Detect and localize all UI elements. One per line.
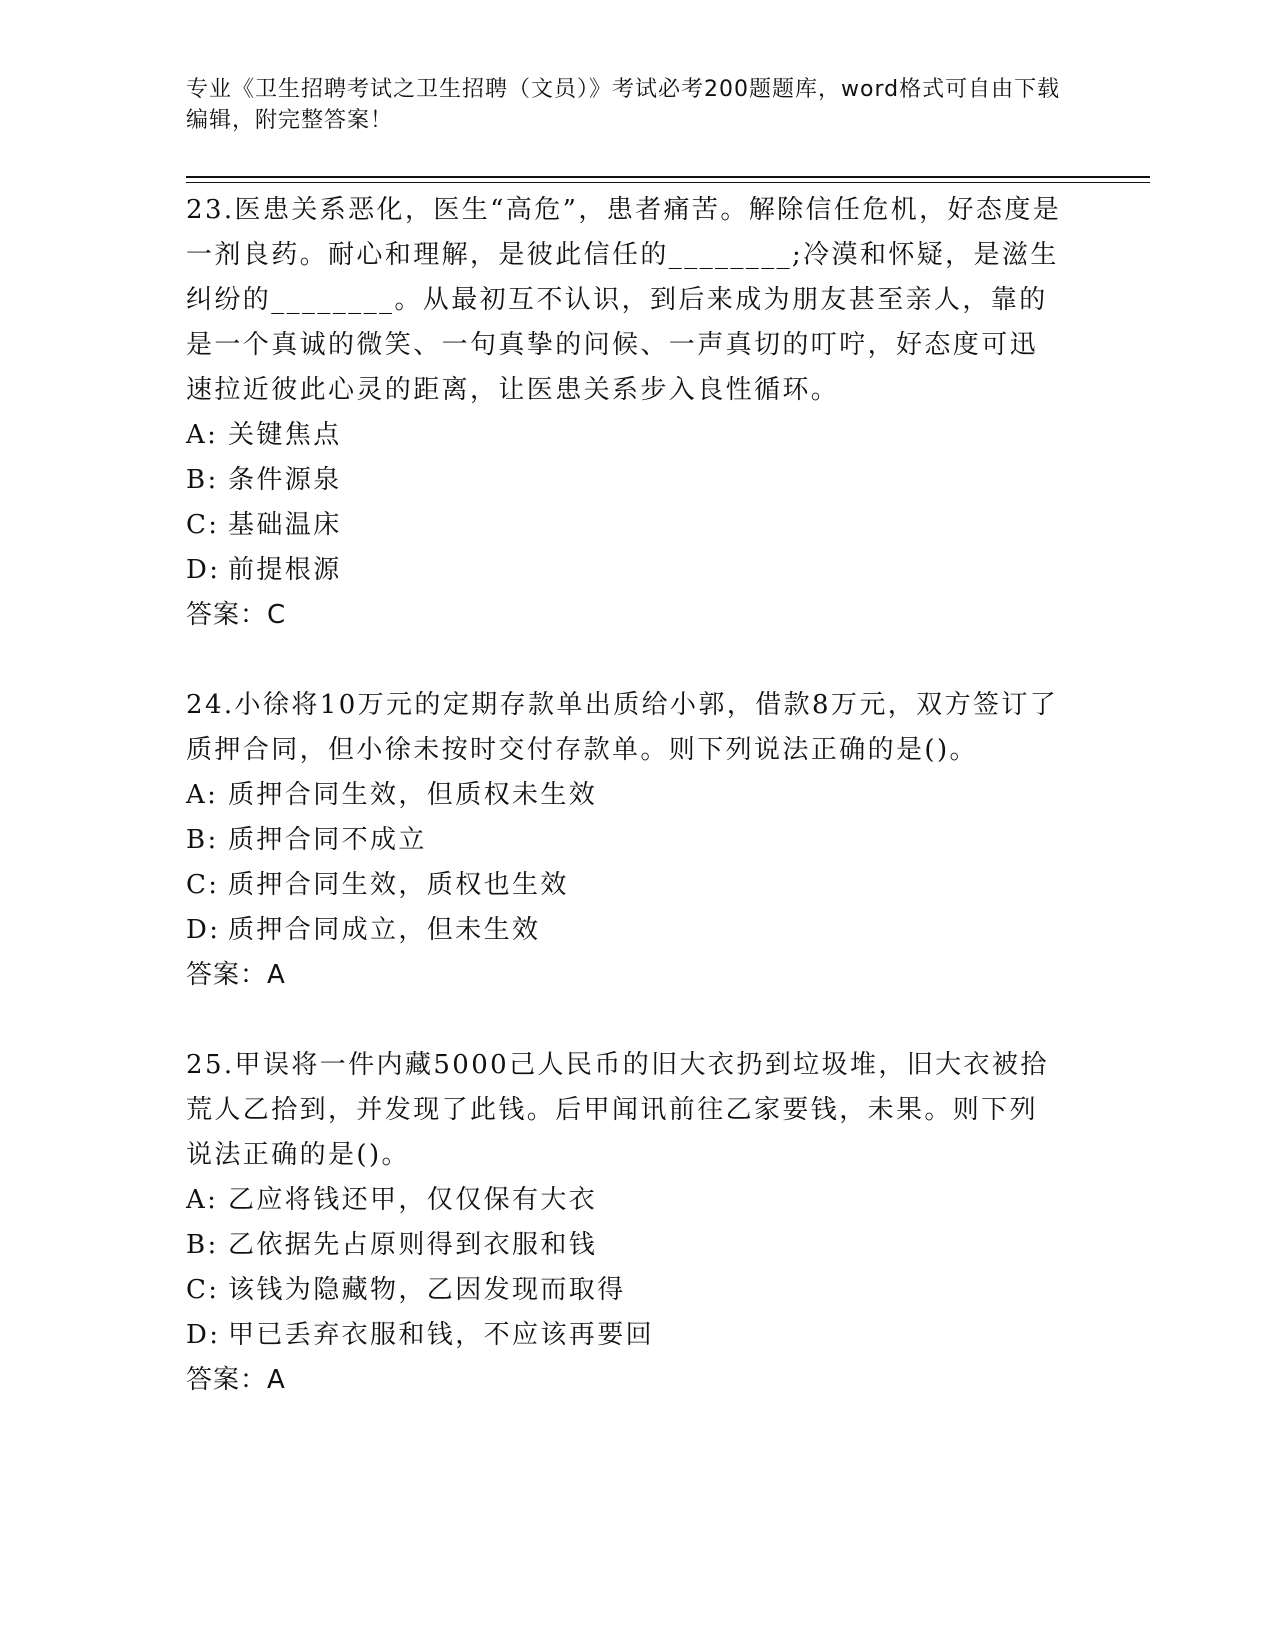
answer: 答案：C [186, 600, 287, 630]
option-text: 条件源泉 [228, 465, 342, 495]
question-24 [186, 683, 1086, 998]
option-key: B: [186, 1230, 219, 1260]
option-text: 乙依据先占原则得到衣服和钱 [228, 1230, 598, 1260]
option-a [186, 413, 1086, 458]
option-d [186, 548, 1086, 593]
question-stem: 23.医患关系恶化，医生“高危”，患者痛苦。解除信任危机，好态度是一剂良药。耐心和理解，是彼此信任的________;冷漠和怀疑，是滋生纠纷的________。从最初互不认识，到后来成为朋友甚至亲人，靠的是一个真诚的微笑、一句真挚的问候、一声真切的叮咛，好态度可迅速拉近彼此心灵的距离，让医患关系步入良性循环。 [186, 195, 1062, 405]
header-divider-thin [186, 182, 1150, 183]
option-c [186, 503, 1086, 548]
option-text: 质押合同生效，质权也生效 [228, 870, 569, 900]
answer: 答案：A [186, 960, 286, 990]
option-a [186, 1178, 1086, 1223]
option-key: D: [186, 915, 221, 945]
option-text: 甲已丢弃衣服和钱，不应该再要回 [228, 1320, 655, 1350]
answer: 答案：A [186, 1365, 286, 1395]
question-23 [186, 188, 1086, 638]
option-key: C: [186, 870, 220, 900]
question-25 [186, 1043, 1086, 1403]
option-d [186, 908, 1086, 953]
option-text: 该钱为隐藏物，乙因发现而取得 [228, 1275, 626, 1305]
option-d [186, 1313, 1086, 1358]
option-key: A: [186, 420, 219, 450]
option-text: 质押合同不成立 [228, 825, 427, 855]
option-key: C: [186, 510, 220, 540]
option-c [186, 863, 1086, 908]
option-text: 乙应将钱还甲，仅仅保有大衣 [228, 1185, 598, 1215]
header-divider-thick [186, 176, 1150, 178]
question-stem: 24.小徐将10万元的定期存款单出质给小郭，借款8万元，双方签订了质押合同，但小徐未按时交付存款单。则下列说法正确的是()。 [186, 690, 1059, 765]
option-key: D: [186, 1320, 221, 1350]
option-text: 质押合同成立，但未生效 [228, 915, 541, 945]
option-text: 关键焦点 [228, 420, 342, 450]
option-b [186, 818, 1086, 863]
option-c [186, 1268, 1086, 1313]
option-b [186, 1223, 1086, 1268]
option-key: B: [186, 825, 219, 855]
option-text: 前提根源 [228, 555, 342, 585]
option-key: A: [186, 780, 219, 810]
option-key: D: [186, 555, 221, 585]
option-key: A: [186, 1185, 219, 1215]
question-list [186, 188, 1086, 1448]
option-b [186, 458, 1086, 503]
document-header: 专业《卫生招聘考试之卫生招聘（文员）》考试必考200题题库，word格式可自由下载编辑，附完整答案！ [186, 77, 1061, 133]
option-text: 基础温床 [228, 510, 342, 540]
option-key: B: [186, 465, 219, 495]
option-a [186, 773, 1086, 818]
option-key: C: [186, 1275, 220, 1305]
question-stem: 25.甲误将一件内藏5000己人民币的旧大衣扔到垃圾堆，旧大衣被拾荒人乙拾到，并发现了此钱。后甲闻讯前往乙家要钱，未果。则下列说法正确的是()。 [186, 1050, 1049, 1170]
option-text: 质押合同生效，但质权未生效 [228, 780, 598, 810]
